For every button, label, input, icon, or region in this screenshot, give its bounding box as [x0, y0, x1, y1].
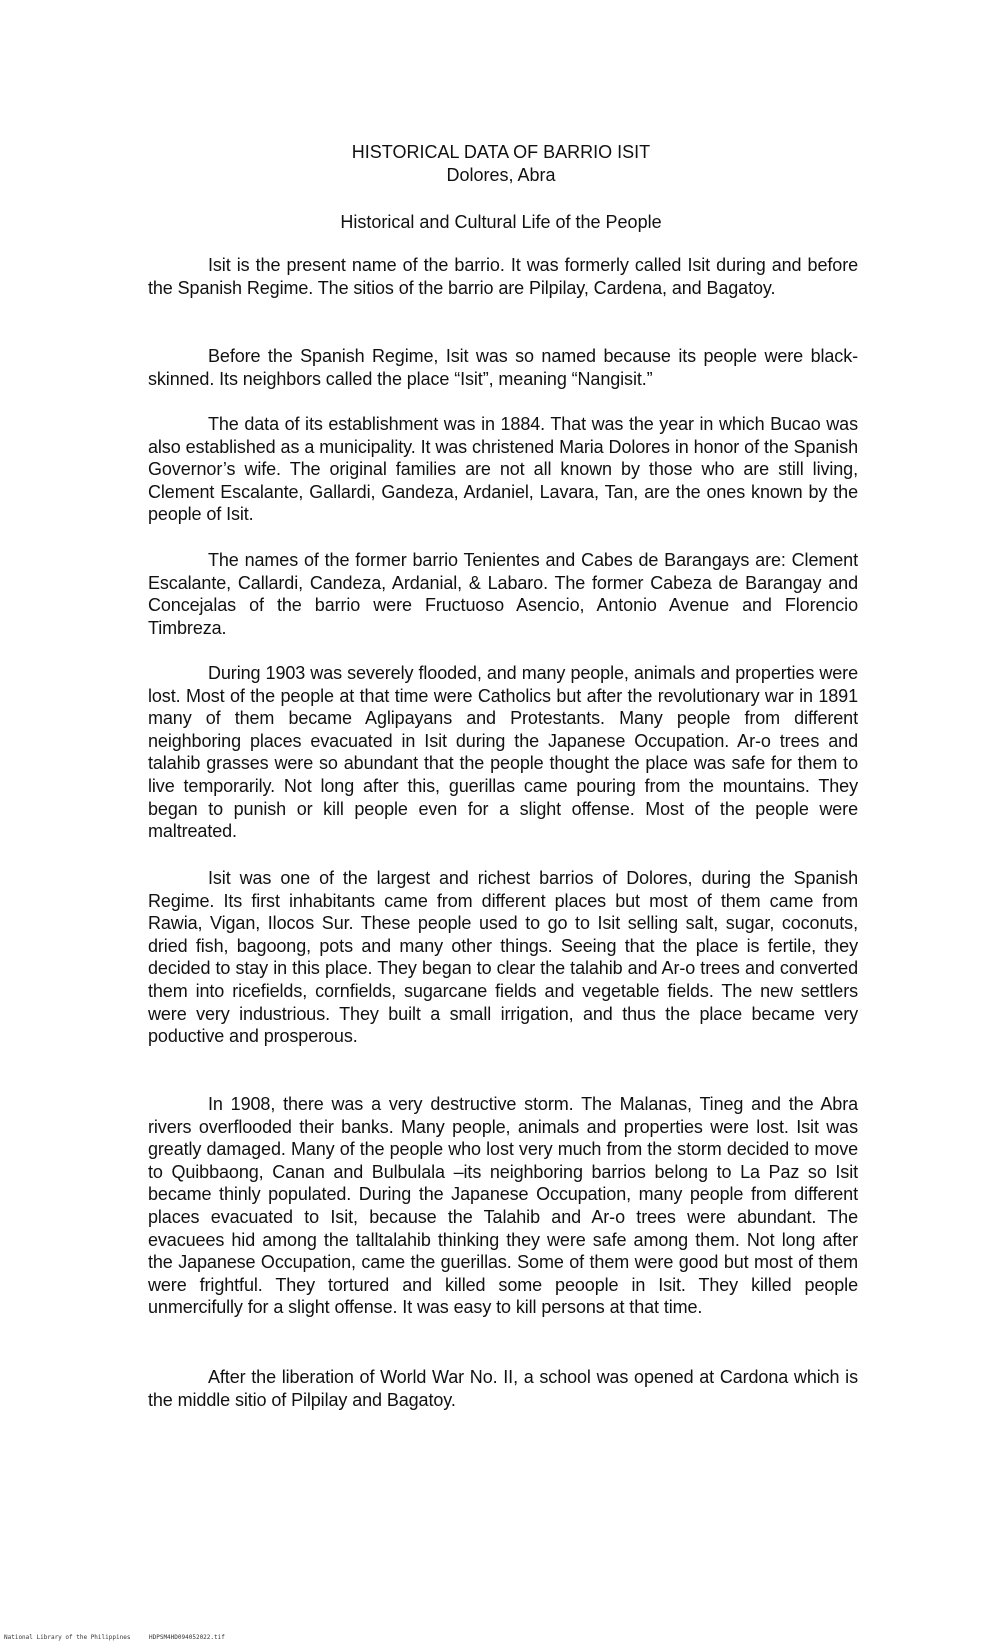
- document-subtitle: Dolores, Abra: [446, 165, 556, 185]
- footer-library-label: National Library of the Philippines: [4, 1634, 131, 1641]
- paragraph: After the liberation of World War No. II, a school was opened at Cardona which is the middle sitio of Pilpilay and Bagatoy.: [148, 1367, 858, 1410]
- footer-file-id: HDPSM4HD094052022.tif: [149, 1634, 225, 1641]
- document-title: HISTORICAL DATA OF BARRIO ISIT: [351, 142, 651, 162]
- paragraph: The names of the former barrio Tenientes and Cabes de Barangays are: Clement Escalante, Callardi, Candeza, Ardanial, & Labaro. The former Cabeza de Barangay and Concejalas of the barrio were Fructuoso Asencio, Antonio Avenue and Florencio Timbreza.: [148, 550, 858, 638]
- section-heading: Historical and Cultural Life of the People: [340, 212, 662, 232]
- paragraph: During 1903 was severely flooded, and many people, animals and properties were lost. Most of the people at that time were Catholics but after the revolutionary war in 1891 many of them became Aglipayans and Protestants. Many people from different neighboring places evacuated in Isit during the Japanese Occupation. Ar-o trees and talahib grasses were so abundant that the people thought the place was safe for them to live temporarily. Not long after this, guerillas came pouring from the mountains. They began to punish or kill people even for a slight offense. Most of the people were maltreated.: [148, 663, 858, 842]
- paragraph: The data of its establishment was in 1884. That was the year in which Bucao was also established as a municipality. It was christened Maria Dolores in honor of the Spanish Governor’s wife. The original families are not all known by those who are still living, Clement Escalante, Gallardi, Gandeza, Ardaniel, Lavara, Tan, are the ones known by the people of Isit.: [148, 414, 858, 525]
- paragraph: In 1908, there was a very destructive storm. The Malanas, Tineg and the Abra rivers overflooded their banks. Many people, animals and properties were lost. Isit was greatly damaged. Many of the people who lost very much from the storm decided to move to Quibbaong, Canan and Bulbulala –its neighboring barrios belong to La Paz so Isit became thinly populated. During the Japanese Occupation, many people from different places evacuated to Isit, because the Talahib and Ar-o trees were abundant. The evacuees hid among the talltalahib thinking they were safe among them. Not long after the Japanese Occupation, came the guerillas. Some of them were good but most of them were frightful. They tortured and killed some peoople in Isit. They killed people unmercifully for a slight offense. It was easy to kill persons at that time.: [148, 1094, 858, 1318]
- paragraph: Before the Spanish Regime, Isit was so named because its people were black-skinned. Its neighbors called the place “Isit”, meaning “Nangisit.”: [148, 346, 858, 389]
- paragraph: Isit was one of the largest and richest barrios of Dolores, during the Spanish Regime. Its first inhabitants came from different places but most of them came from Rawia, Vigan, Ilocos Sur. These people used to go to Isit selling salt, sugar, coconuts, dried fish, bagoong, pots and many other things. Seeing that the place is fertile, they decided to stay in this place. They began to clear the talahib and Ar-o trees and converted them into ricefields, cornfields, sugarcane fields and vegetable fields. The new settlers were very industrious. They built a small irrigation, and thus the place became very poductive and prosperous.: [148, 868, 858, 1047]
- paragraph: Isit is the present name of the barrio. It was formerly called Isit during and before the Spanish Regime. The sitios of the barrio are Pilpilay, Cardena, and Bagatoy.: [148, 255, 858, 298]
